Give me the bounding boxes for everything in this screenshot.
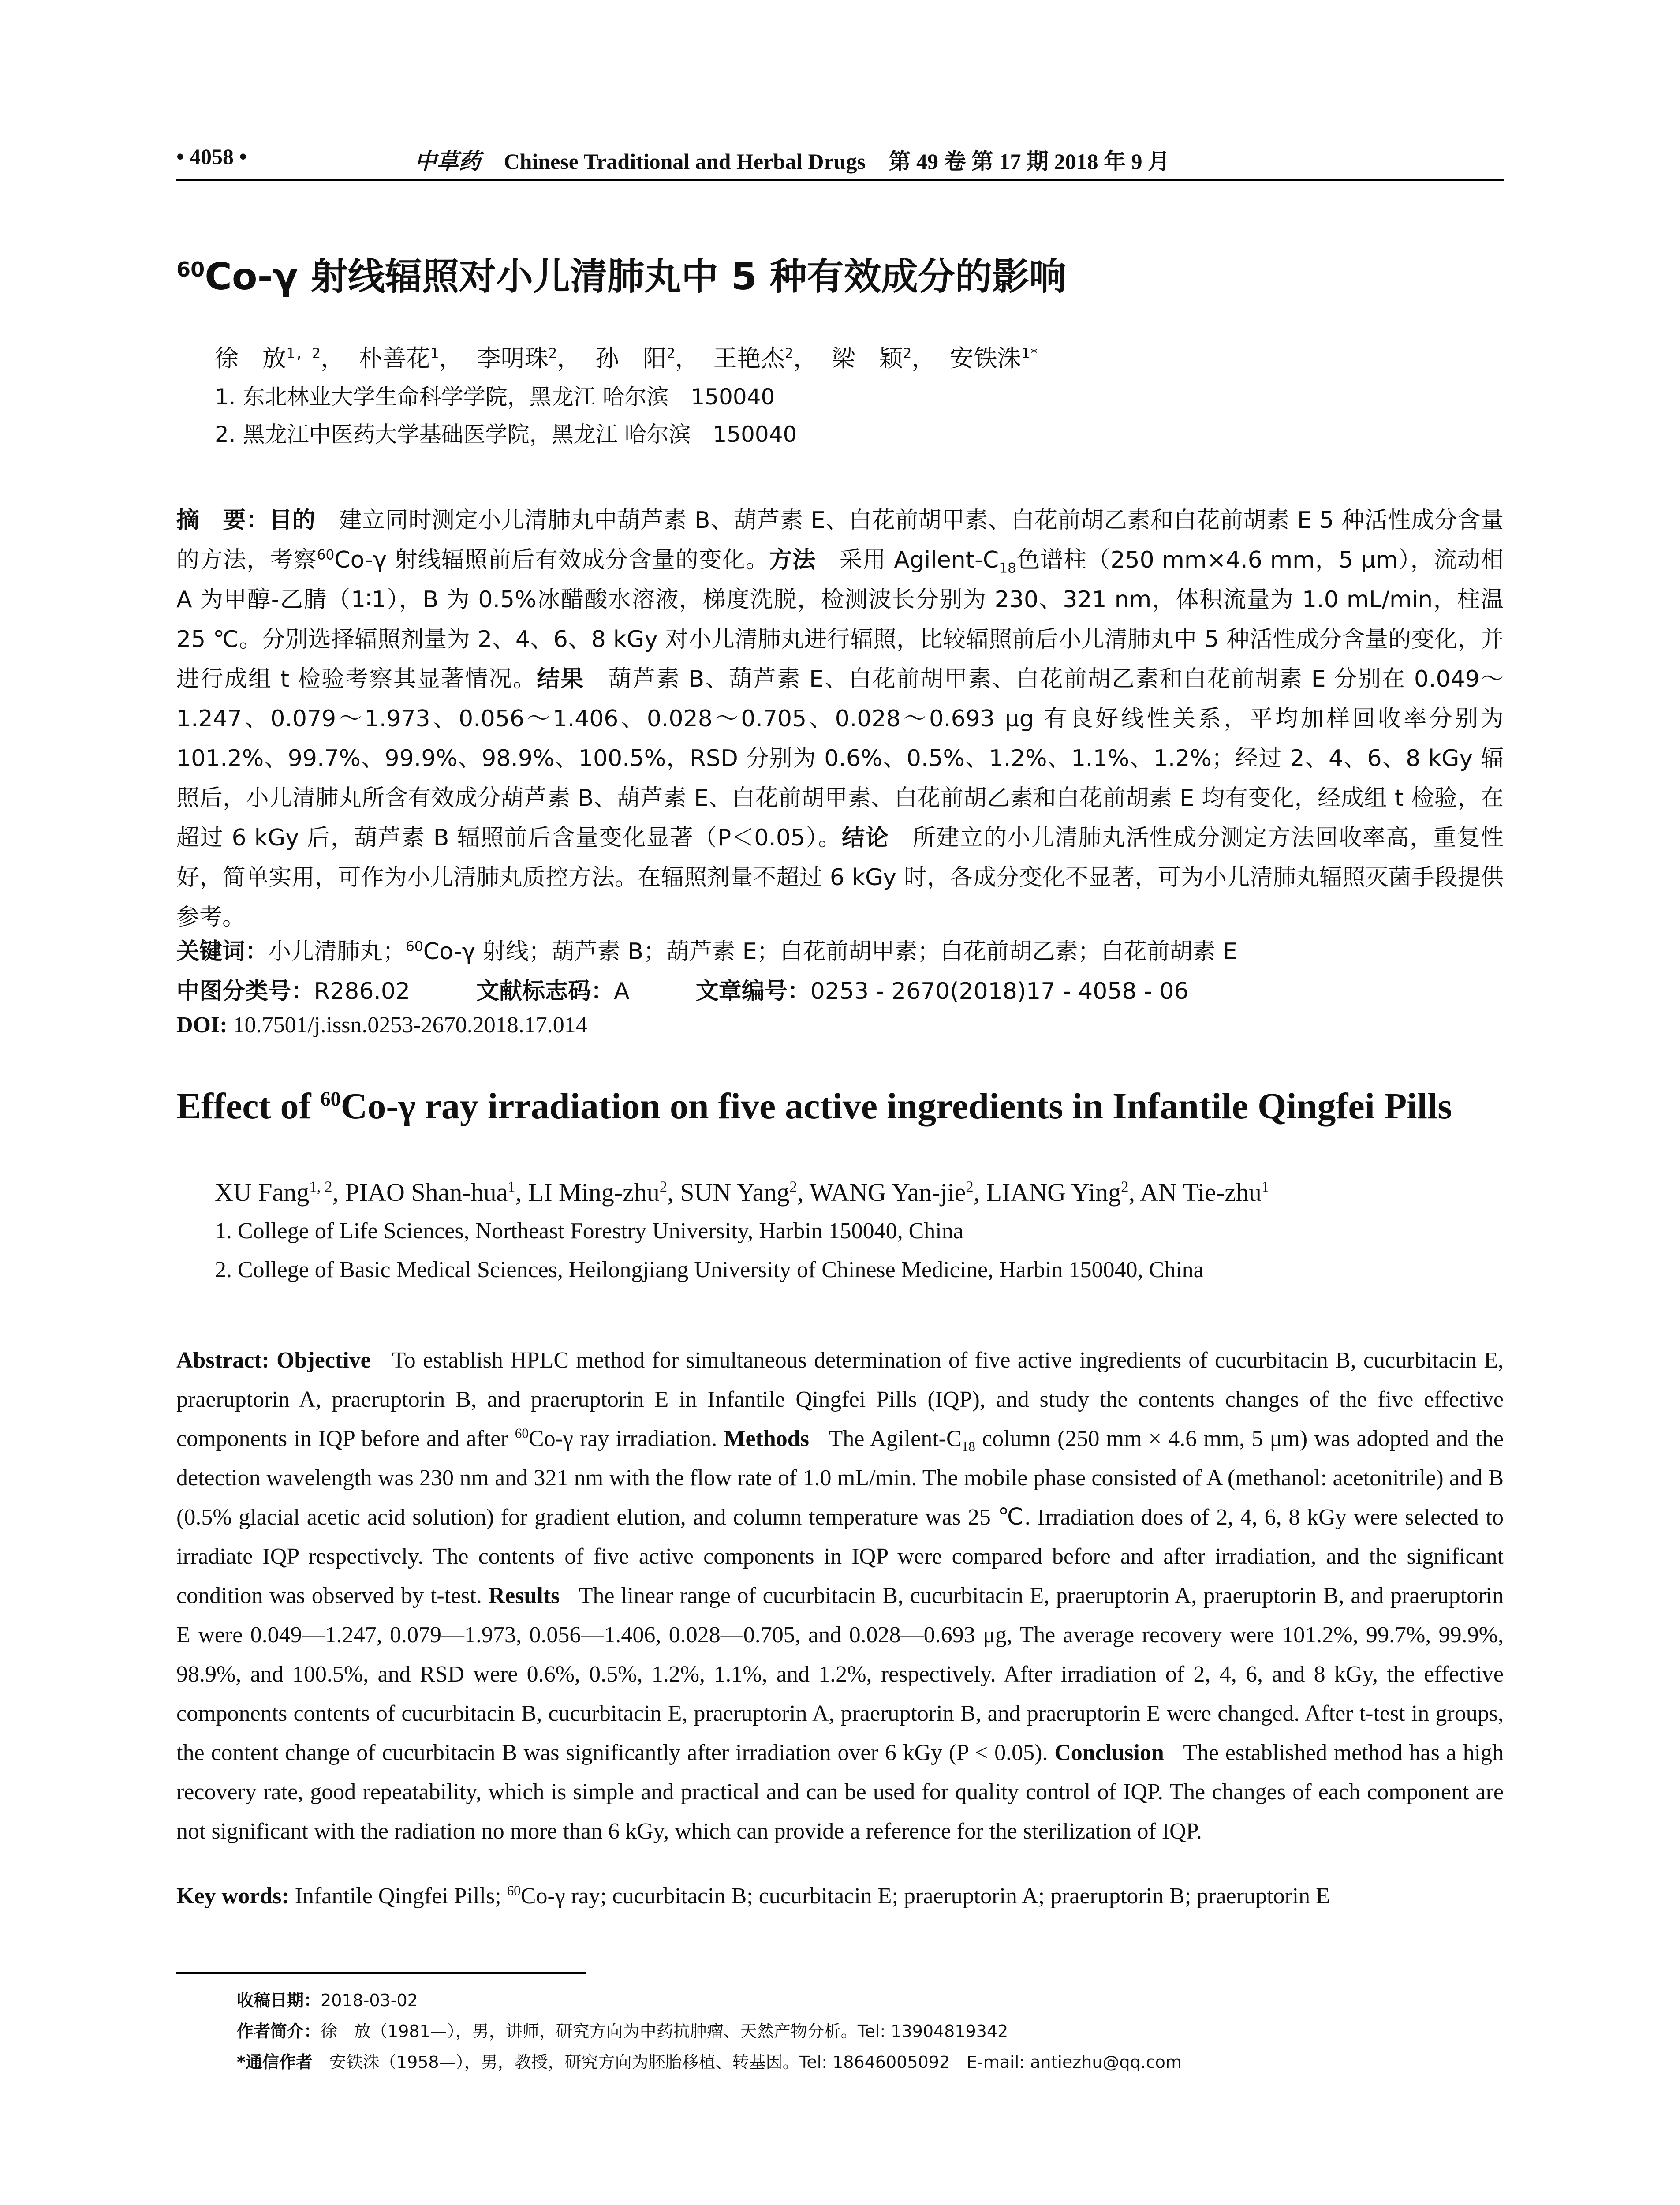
keywords-cn: 关键词：小儿清肺丸；$^{60}$Co-γ 射线；葫芦素 B；葫芦素 E；白花前胡甲素；白花前胡乙素；白花前胡素 E (176, 938, 1237, 965)
keywords-en: Key words: Infantile Qingfei Pills; $^{60}$Co-γ ray; cucurbitacin B; cucurbitacin E; praeruptorin A; praeruptorin B; praeruptorin E (176, 1883, 1330, 1909)
title-en: Effect of $^{60}$Co-γ ray irradiation on five active ingredients in Infantile Qingfei Pills (176, 1086, 1452, 1127)
author: 安铁洙 (949, 344, 1021, 372)
abstract-en: Abstract: Objective To establish HPLC method for simultaneous determination of five active ingredients of cucurbitacin B, cucurbitacin E, praeruptorin A, praeruptorin B, and praeruptorin E in Infantile Qingfei Pills (IQP), and study the contents changes of the five effective components in IQP before and after $^{60}$Co-γ ray irradiation. Methods The Agilent-$C_{18}$ column (250 mm × 4.6 mm, 5 μm) was adopted and the detection wavelength was 230 nm and 321 nm with the flow rate of 1.0 mL/min. The mobile phase consisted of A (methanol: acetonitrile) and B (0.5% glacial acetic acid solution) for gradient elution, and column temperature was 25 ℃. Irradiation does of 2, 4, 6, 8 kGy were selected to irradiate IQP respectively. The contents of five active components in IQP were compared before and after irradiation, and the significant condition was observed by t-test. Results The linear range of cucurbitacin B, cucurbitacin E, praeruptorin A, praeruptorin B, and praeruptorin E were 0.049—1.247, 0.079—1.973, 0.056—1.406, 0.028—0.705, and 0.028—0.693 μg, The average recovery were 101.2%, 99.7%, 99.9%, 98.9%, and 100.5%, and RSD were 0.6%, 0.5%, 1.2%, 1.1%, and 1.2%, respectively. After irradiation of 2, 4, 6, and 8 kGy, the effective components contents of cucurbitacin B, cucurbitacin E, praeruptorin A, praeruptorin B, and praeruptorin E were changed. After t-test in groups, the content change of cucurbitacin B was significantly after irradiation over 6 kGy (P < 0.05). Conclusion The established method has a high recovery rate, good repeatability, which is simple and practical and can be used for quality control of IQP. The changes of each component are not significant with the radiation no more than 6 kGy, which can provide a reference for the sterilization of IQP. (176, 1348, 1504, 1844)
author: SUN Yang (680, 1178, 790, 1207)
classification-line: 中图分类号：R286.02 文献标志码：A 文章编号：0253 - 2670(2018)17 - 4058 - 06 (176, 978, 1189, 1005)
journal-name-cn: 中草药 (414, 148, 481, 174)
author: 徐 放 (215, 344, 286, 372)
title-cn: $^{60}$Co-γ 射线辐照对小儿清肺丸中 5 种有效成分的影响 (176, 255, 1066, 298)
issue-info: 第 49 卷 第 17 期 2018 年 9 月 (889, 149, 1170, 174)
page-number: • 4058 • (176, 144, 247, 169)
author: AN Tie-zhu (1140, 1178, 1262, 1207)
author: PIAO Shan-hua (345, 1178, 508, 1207)
affiliation-en-1: 1. College of Life Sciences, Northeast Forestry University, Harbin 150040, China (215, 1218, 963, 1244)
running-header (176, 140, 1504, 181)
author: 梁 颖 (831, 344, 903, 372)
footnote-received: 收稿日期：2018-03-02 (237, 1991, 418, 2010)
author: 朴善花 (358, 344, 430, 372)
doi: DOI: 10.7501/j.issn.0253-2670.2018.17.014 (176, 1013, 587, 1038)
affiliation-cn-1: 1. 东北林业大学生命科学学院，黑龙江 哈尔滨 150040 (215, 384, 775, 410)
author: LIANG Ying (986, 1178, 1121, 1207)
abstract-cn: 摘 要：目的 建立同时测定小儿清肺丸中葫芦素 B、葫芦素 E、白花前胡甲素、白花前胡乙素和白花前胡素 E 5 种活性成分含量的方法，考察$^{60}$Co-γ 射线辐照前后有效成分含量的变化。方法 采用 Agilent-$C_{18}$色谱柱（250 mm×4.6 mm，5 μm），流动相 A 为甲醇-乙腈（1∶1），B 为 0.5%冰醋酸水溶液，梯度洗脱，检测波长分别为 230、321 nm，体积流量为 1.0 mL/min，柱温 25 ℃。分别选择辐照剂量为 2、4、6、8 kGy 对小儿清肺丸进行辐照，比较辐照前后小儿清肺丸中 5 种活性成分含量的变化，并进行成组 t 检验考察其显著情况。结果 葫芦素 B、葫芦素 E、白花前胡甲素、白花前胡乙素和白花前胡素 E 分别在 0.049～1.247、0.079～1.973、0.056～1.406、0.028～0.705、0.028～0.693 μg 有良好线性关系，平均加样回收率分别为 101.2%、99.7%、99.9%、98.9%、100.5%，RSD 分别为 0.6%、0.5%、1.2%、1.1%、1.2%；经过 2、4、6、8 kGy 辐照后，小儿清肺丸所含有效成分葫芦素 B、葫芦素 E、白花前胡甲素、白花前胡乙素和白花前胡素 E 均有变化，经成组 t 检验，在超过 6 kGy 后，葫芦素 B 辐照前后含量变化显著（P＜0.05）。结论 所建立的小儿清肺丸活性成分测定方法回收率高，重复性好，简单实用，可作为小儿清肺丸质控方法。在辐照剂量不超过 6 kGy 时，各成分变化不显著，可为小儿清肺丸辐照灭菌手段提供参考。 (176, 507, 1504, 931)
author: WANG Yan-jie (809, 1178, 966, 1207)
authors-en: XU Fang$^{1, 2}$, PIAO Shan-hua$^1$, LI Ming-zhu$^2$, SUN Yang$^2$, WANG Yan-jie$^2$, LIANG Ying$^2$, AN Tie-zhu$^1$ (215, 1178, 1269, 1207)
journal-info (414, 144, 1170, 176)
author: 李明珠 (477, 344, 549, 372)
author: XU Fang (215, 1178, 310, 1207)
authors-cn: 徐 放$^{1, 2}$， 朴善花$^1$， 李明珠$^2$， 孙 阳$^2$， 王艳杰$^2$， 梁 颖$^2$， 安铁洙$^{1*}$ (215, 344, 1038, 372)
journal-name-en: Chinese Traditional and Herbal Drugs (504, 149, 866, 174)
footnote-divider (176, 1972, 586, 1974)
author: LI Ming-zhu (528, 1178, 660, 1207)
affiliation-en-2: 2. College of Basic Medical Sciences, Heilongjiang University of Chinese Medicine, Harbin 150040, China (215, 1257, 1204, 1282)
author: 孙 阳 (595, 344, 667, 372)
footnote-corresponding: *通信作者 安铁洙（1958—），男，教授，研究方向为胚胎移植、转基因。Tel: 18646005092 E-mail: antiezhu@qq.com (237, 2052, 1182, 2072)
affiliation-cn-2: 2. 黑龙江中医药大学基础医学院，黑龙江 哈尔滨 150040 (215, 422, 797, 447)
author: 王艳杰 (713, 344, 785, 372)
footnote-author: 作者简介：徐 放（1981—），男，讲师，研究方向为中药抗肿瘤、天然产物分析。Tel: 13904819342 (237, 2022, 1008, 2041)
